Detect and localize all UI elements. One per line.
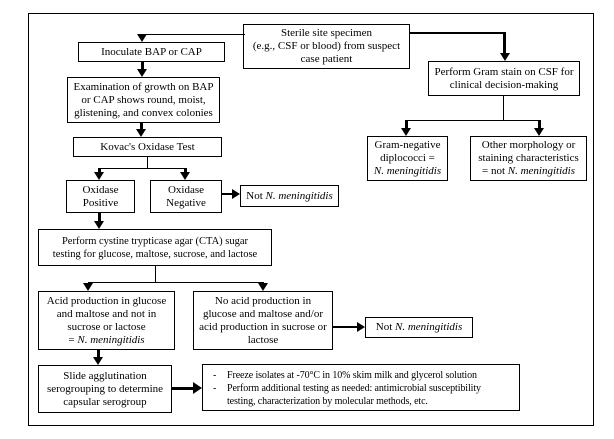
examination-line-1: Examination of growth on BAP: [73, 80, 214, 93]
bullet-dash: -: [213, 383, 217, 394]
arrowhead-down-icon: [401, 128, 411, 136]
arrowhead-down-icon: [180, 172, 190, 180]
other-morphology-line-1: Other morphology or: [481, 139, 576, 151]
slide-agglutination-line-3: capsular serogroup: [63, 395, 147, 408]
connector-line: [410, 32, 506, 34]
box-gram-stain-csf: [428, 61, 580, 96]
box-acid-production: [38, 291, 175, 350]
bullet-dash: -: [213, 370, 217, 381]
connector-line: [407, 120, 541, 121]
box-no-acid-production: [193, 291, 333, 350]
kovac-label: Kovac's Oxidase Test: [100, 140, 195, 153]
arrowhead-down-icon: [534, 128, 544, 136]
acid-production-line-4: = N. meningitidis: [68, 333, 145, 346]
sterile-line-1: Sterile site specimen: [280, 27, 372, 39]
gram-negative-species: N. meningitidis: [373, 165, 442, 177]
box-examination-growth: [67, 77, 220, 123]
connector-line: [99, 168, 186, 169]
connector-line: [503, 32, 506, 53]
box-kovac-oxidase-test: [73, 137, 222, 157]
acid-production-line-1: Acid production in glucose: [46, 294, 167, 307]
gram-negative-line-1: Gram-negative: [374, 139, 441, 151]
connector-line: [155, 266, 156, 282]
box-cta-sugar-testing: [38, 229, 272, 266]
connector-line: [88, 282, 264, 283]
arrowhead-down-icon: [93, 357, 103, 365]
no-acid-line-1: No acid production in: [214, 294, 312, 307]
connector-line: [503, 96, 504, 120]
oxidase-negative-line-1: Oxidase: [167, 183, 205, 196]
connector-line: [147, 157, 148, 168]
slide-agglutination-line-2: serogrouping to determine: [46, 382, 164, 395]
box-inoculate-bap-cap: [78, 42, 225, 62]
examination-line-3: glistening, and convex colonies: [74, 106, 213, 119]
arrowhead-down-icon: [258, 283, 268, 291]
examination-line-2: or CAP shows round, moist,: [81, 93, 206, 106]
other-morphology-line-2: staining characteristics: [478, 152, 579, 164]
arrowhead-down-icon: [94, 172, 104, 180]
connector-line: [333, 326, 357, 328]
box-not-meningitidis-cta: [365, 317, 473, 338]
box-oxidase-positive: [66, 180, 135, 213]
oxidase-positive-line-2: Positive: [82, 196, 119, 209]
gram-stain-line-2: clinical decision-making: [449, 78, 559, 91]
cta-sugar-line-2: testing for glucose, maltose, sucrose, and lactose: [52, 248, 258, 260]
note-item-additional-testing: - Perform additional testing as needed: antimicrobial susceptibility testing, characterization by molecular methods, etc.: [213, 383, 481, 407]
box-storage-notes: [202, 364, 520, 411]
acid-production-line-2: and maltose and not in: [56, 307, 157, 320]
arrowhead-down-icon: [94, 221, 104, 229]
arrowhead-right-icon: [232, 189, 240, 199]
no-acid-line-3: acid production in sucrose or: [199, 320, 327, 333]
sterile-line-2: (e.g., CSF or blood) from suspect: [252, 40, 401, 52]
slide-agglutination-line-1: Slide agglutination: [63, 369, 147, 382]
oxidase-negative-line-2: Negative: [166, 196, 206, 209]
arrowhead-down-icon: [137, 69, 147, 77]
gram-stain-line-1: Perform Gram stain on CSF for: [434, 65, 574, 78]
gram-negative-line-2: diplococci =: [380, 152, 435, 164]
not-meningitidis-cta-label: Not N. meningitidis: [375, 321, 463, 333]
box-other-morphology: [470, 136, 587, 181]
box-gram-negative-diplococci: [367, 136, 448, 181]
connector-line: [98, 213, 101, 221]
note-item-freeze: - Freeze isolates at -70°C in 10% skim milk and glycerol solution: [213, 370, 477, 381]
inoculate-label: Inoculate BAP or CAP: [101, 45, 202, 58]
oxidase-positive-line-1: Oxidase: [82, 183, 119, 196]
connector-line: [222, 193, 232, 195]
cta-sugar-line-1: Perform cystine trypticase agar (CTA) sugar: [61, 235, 249, 247]
no-acid-line-4: lactose: [247, 333, 279, 346]
connector-line: [172, 387, 193, 390]
connector-line: [97, 350, 100, 357]
connector-line: [405, 120, 408, 128]
arrowhead-down-icon: [83, 283, 93, 291]
acid-production-line-3: sucrose or lactose: [67, 320, 146, 333]
no-acid-line-2: glucose and maltose and/or: [202, 307, 324, 320]
arrowhead-down-icon: [136, 129, 146, 137]
box-slide-agglutination: [38, 365, 172, 413]
not-meningitidis-oxidase-label: Not N. meningitidis: [246, 189, 333, 202]
sterile-line-3: case patient: [300, 53, 353, 65]
connector-line: [142, 34, 245, 35]
arrowhead-down-icon: [500, 53, 510, 61]
arrowhead-down-icon: [137, 34, 147, 42]
arrowhead-right-icon: [357, 322, 365, 332]
arrowhead-right-icon: [193, 382, 202, 394]
connector-line: [141, 62, 144, 69]
box-oxidase-negative: [150, 180, 222, 213]
connector-line: [538, 120, 541, 128]
box-sterile-site-specimen: [243, 24, 410, 69]
other-morphology-line-3: = not N. meningitidis: [482, 165, 575, 177]
box-not-meningitidis-oxidase: [240, 185, 339, 207]
